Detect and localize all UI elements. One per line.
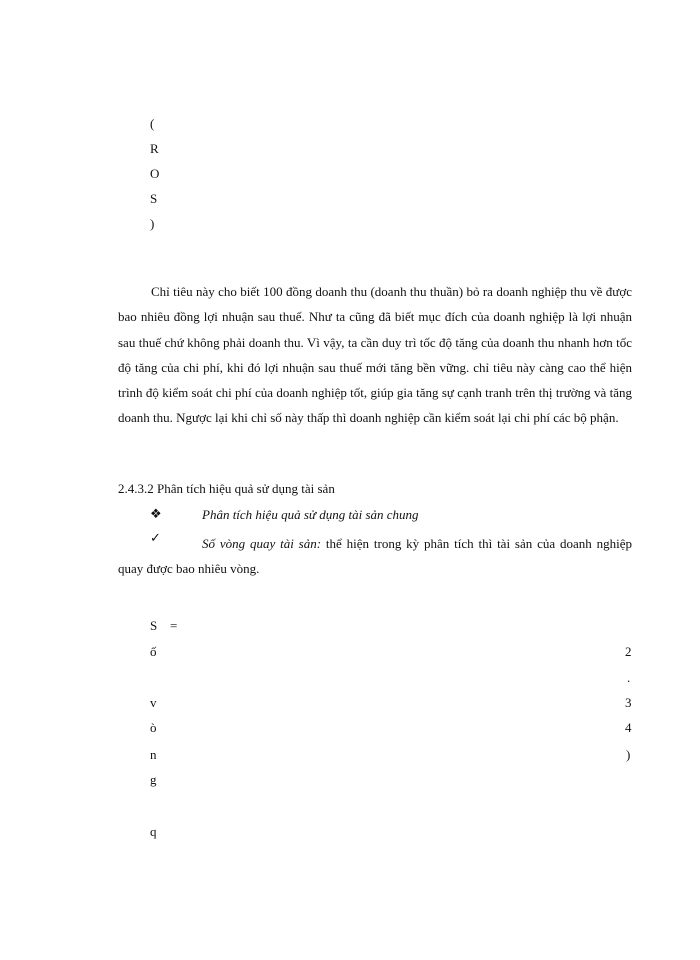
formula-char-o-hook: ố [150,644,157,659]
formula-equals: = [170,618,178,633]
formula-char-n: n [150,747,157,762]
equation-number-char-dot: . [627,670,631,685]
formula-char-s: S [150,618,158,633]
ros-char-s: S [150,191,158,206]
formula-char-v: v [150,695,157,710]
asset-turnover-label: Số vòng quay tài sản: [202,536,322,551]
equation-number-char-close-paren: ) [626,747,631,762]
ros-char-o: O [150,166,160,181]
asset-turnover-text: thể hiện trong kỳ phân tích thì tài sản của doanh nghiệp quay được bao nhiêu vòng. [118,536,632,577]
formula-char-g: g [150,772,157,787]
checkmark-bullet-icon: ✓ [150,531,161,546]
ros-char-r: R [150,141,159,156]
equation-number-char-2: 2 [625,644,632,659]
section-heading: 2.4.3.2 Phân tích hiệu quả sử dụng tài sản [118,481,335,496]
ros-explanation-paragraph [118,279,632,431]
ros-explanation-text: Chỉ tiêu này cho biết 100 đồng doanh thu (doanh thu thuần) bỏ ra doanh nghiệp thu về được bao nhiêu đồng lợi nhuận sau thuế. Như ta cũng đã biết mục đích của doanh nghiệp là lợi nhuận sau thuế chứ không phải doanh thu. Vì vậy, ta cần duy trì tốc độ tăng của doanh thu nhanh hơn tốc độ tăng của chi phí, khi đó lợi nhuận sau thuế mới tăng bền vững. chỉ tiêu này càng cao thể hiện trình độ kiểm soát chi phí của doanh nghiệp tốt, giúp gia tăng sự cạnh tranh trên thị trường và tăng doanh thu. Ngược lại khi chỉ số này thấp thì doanh nghiệp cần kiểm soát lại chi phí các bộ phận. [118,284,632,426]
equation-number-char-3: 3 [625,695,632,710]
asset-turnover-paragraph [118,531,632,582]
bullet-general-asset-analysis: Phân tích hiệu quả sử dụng tài sản chung [202,507,419,522]
formula-char-o-grave: ò [150,720,157,735]
ros-char-close-paren: ) [150,216,155,231]
ros-char-open-paren: ( [150,116,155,131]
four-diamond-bullet-icon: ❖ [150,507,162,522]
equation-number-char-4: 4 [625,720,632,735]
formula-char-q: q [150,824,157,839]
